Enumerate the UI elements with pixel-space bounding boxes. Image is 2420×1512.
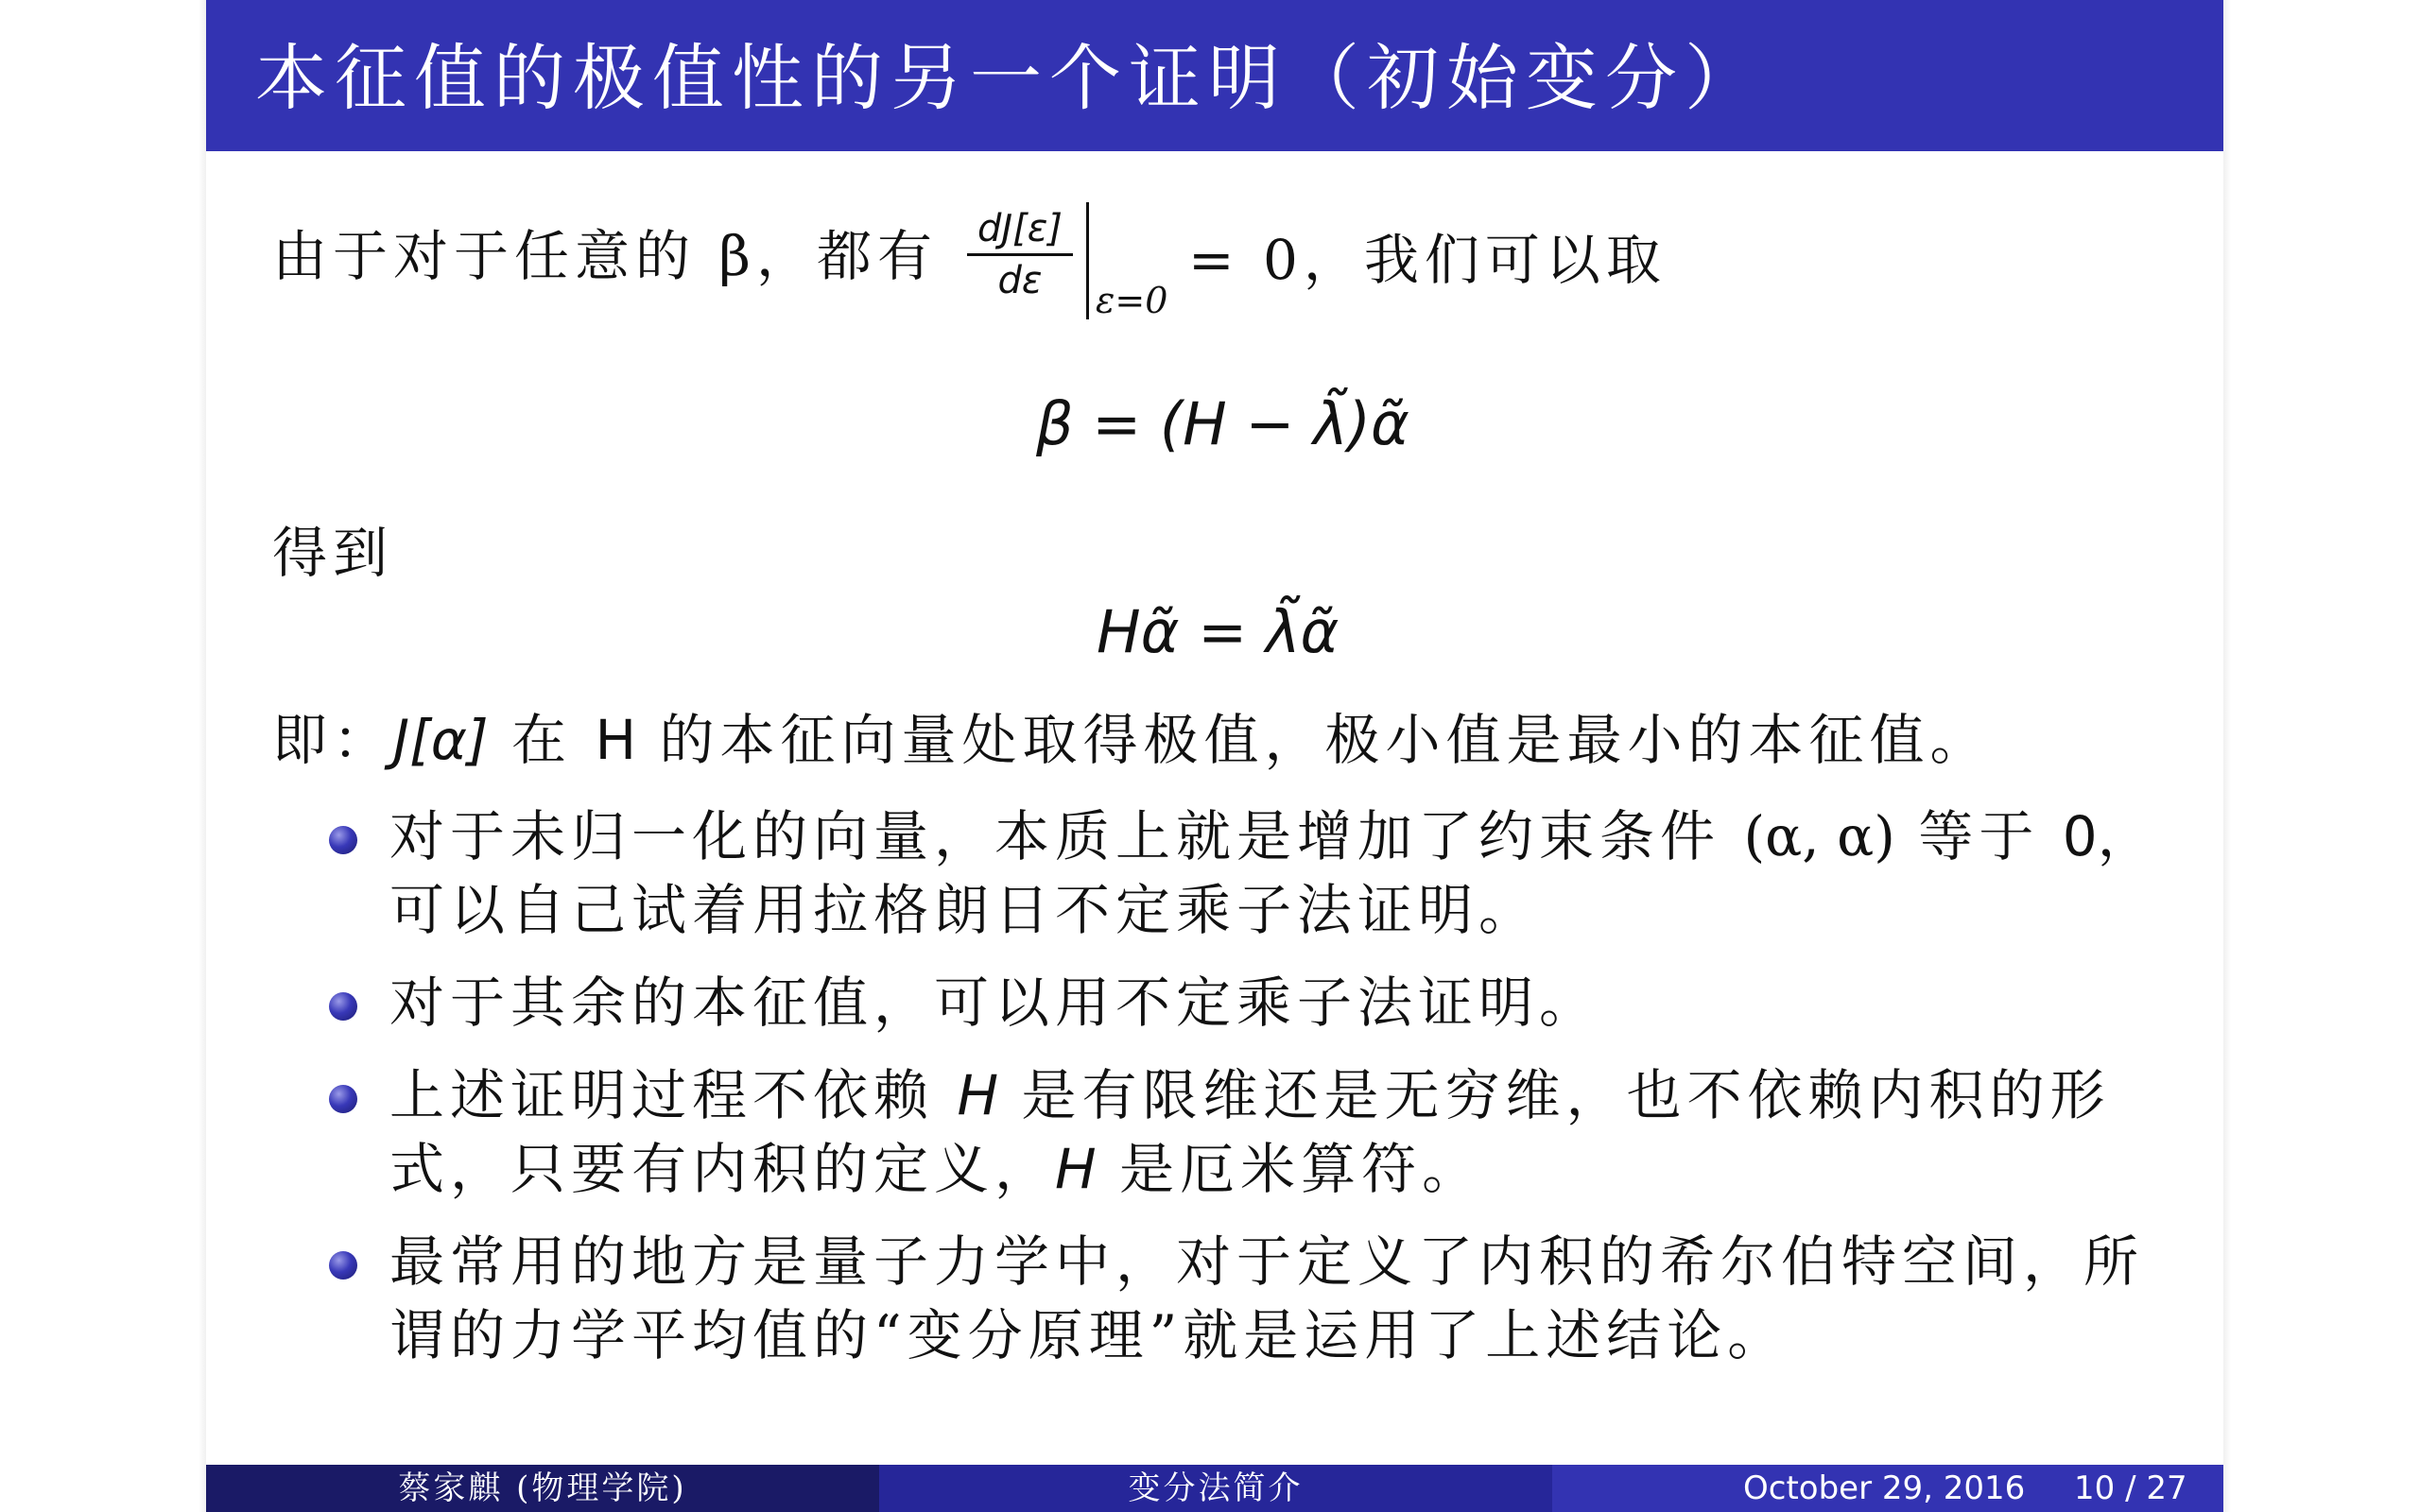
intro-text: 由于对于任意的 β，都有 [272,224,938,288]
operator-H: H [595,708,637,772]
slide-left-shadow [199,0,206,1512]
slide-title: 本征值的极值性的另一个证明（初始变分） [255,36,1764,120]
bullet-icon [329,992,357,1021]
fraction-bar [967,253,1073,256]
equation-beta: β = (H − λ̃)α̃ [1036,389,1409,458]
footer-topic: 变分法简介 [879,1465,1552,1512]
conclusion-rest: 的本征向量处取得极值，极小值是最小的本征值。 [636,708,1991,772]
page-number: 10 / 27 [2074,1469,2187,1507]
derivative-expression [967,200,1667,333]
evaluation-point: ε=0 [1096,280,1168,321]
functional-J: J[α] [393,708,489,772]
bullet-3-line-2: 式，只要有内积的定义，H 是厄米算符。 [389,1137,1483,1201]
footer [206,1465,2223,1512]
bullet-1-line-2: 可以自己试着用拉格朗日不定乘子法证明。 [389,878,1540,942]
evaluation-bar [1086,202,1089,319]
conclusion-line [272,707,1991,773]
bullet-1-line-1: 对于未归一化的向量，本质上就是增加了约束条件 (α, α) 等于 0， [389,804,2158,868]
bullet-4-line-1: 最常用的地方是量子力学中，对于定义了内积的希尔伯特空间，所 [389,1229,2145,1294]
bullet-icon [329,1085,357,1113]
title-bar [206,0,2223,151]
bullet-4-line-2: 谓的力学平均值的“变分原理”就是运用了上述结论。 [389,1303,1789,1367]
derivative-fraction [967,208,1073,301]
bullet-2-line-1: 对于其余的本征值，可以用不定乘子法证明。 [389,971,1600,1035]
derivative-denominator: dε [997,259,1043,302]
bullet-3-line-1: 上述证明过程不依赖 H 是有限维还是无穷维，也不依赖内积的形 [389,1063,2111,1127]
conclusion-mid: 在 [488,708,596,772]
footer-author: 蔡家麒 (物理学院) [206,1465,879,1512]
bullet-icon [329,1251,357,1280]
footer-date: October 29, 2016 [1743,1469,2026,1507]
bullet-icon [329,826,357,854]
slide [206,0,2223,1512]
slide-right-shadow [2223,0,2231,1512]
derivative-equals: = 0，我们可以取 [1188,228,1667,292]
inner-product-constraint: (α, α) [1743,804,1895,868]
derivative-numerator: dJ[ε] [977,207,1063,250]
footer-info [1552,1465,2223,1512]
equation-eigen: Hα̃ = λ̃α̃ [1097,597,1340,666]
result-label: 得到 [272,521,394,585]
conclusion-prefix: 即： [272,708,394,772]
